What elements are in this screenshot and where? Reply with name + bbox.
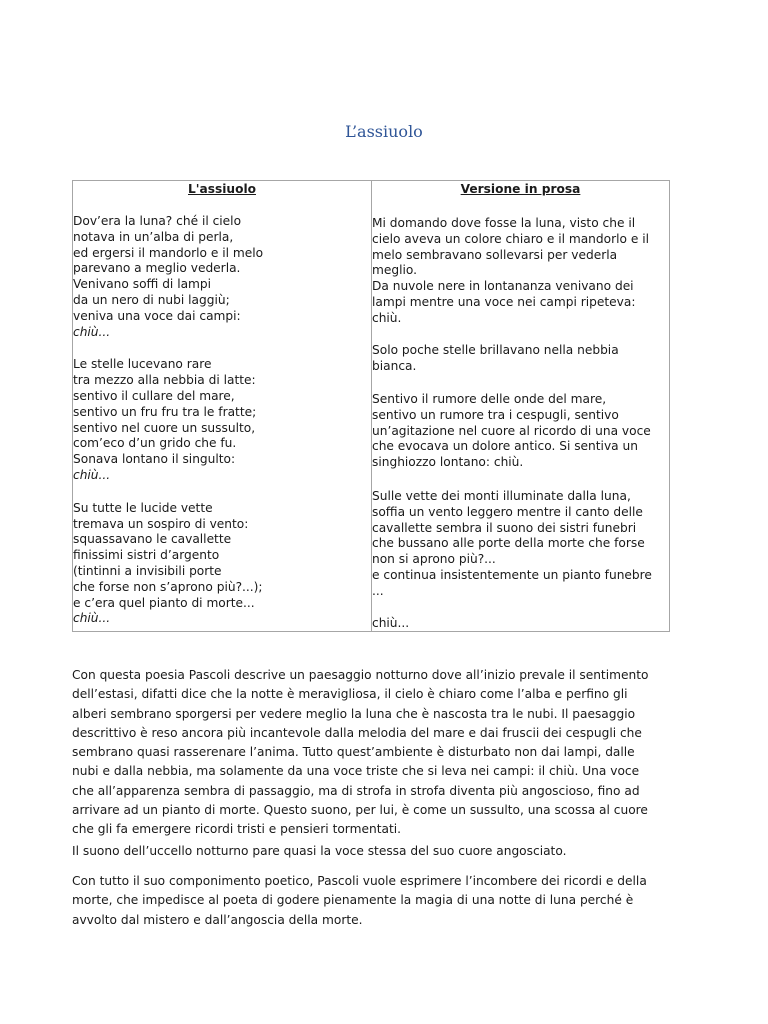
- prose-line: un’agitazione nel cuore al ricordo di una voce: [372, 423, 651, 438]
- prose-line: che evocava un dolore antico. Si sentiva un: [372, 439, 638, 454]
- poem-column: [73, 181, 372, 632]
- poem-line: tra mezzo alla nebbia di latte:: [73, 373, 256, 388]
- prose-line: che bussano alle porte della morte che forse: [372, 536, 645, 551]
- poem-line: ed ergersi il mandorlo e il melo: [73, 245, 264, 260]
- paragraph-line: avvolto dal mistero e dall’angoscia della morte.: [72, 912, 363, 927]
- poem-line: veniva una voce dai campi:: [73, 308, 241, 323]
- poem-line: squassavano le cavallette: [73, 532, 232, 547]
- prose-line: cielo aveva un colore chiaro e il mandorlo e il: [372, 231, 649, 246]
- paragraph-line: morte, che impedisce al poeta di godere pienamente la magia di una notte di luna perché è: [72, 893, 634, 908]
- paragraph-line: che gli fa emergere ricordi tristi e pensieri tormentati.: [72, 822, 401, 837]
- poem-line: sentivo il cullare del mare,: [73, 388, 235, 403]
- poem-comparison-table: [72, 180, 670, 632]
- body-paragraph: [72, 872, 696, 930]
- prose-line: Da nuvole nere in lontananza venivano dei: [372, 279, 634, 294]
- prose-paragraph: [372, 616, 409, 632]
- poem-line: tremava un sospiro di vento:: [73, 516, 249, 531]
- poem-line: Venivano soffi di lampi: [73, 277, 212, 292]
- poem-line: da un nero di nubi laggiù;: [73, 292, 230, 307]
- poem-column-header: L'assiuolo: [187, 182, 256, 196]
- poem-line: Su tutte le lucide vette: [73, 500, 213, 515]
- document-title: L’assiuolo: [345, 122, 423, 141]
- body-paragraph: [72, 666, 696, 840]
- prose-line: meglio.: [372, 263, 417, 278]
- poem-line: chiù...: [73, 611, 111, 626]
- prose-line: chiù...: [372, 616, 410, 630]
- prose-line: e continua insistentemente un pianto funebre: [372, 567, 652, 582]
- paragraph-line: arrivare ad un pianto di morte. Questo suono, per lui, è come un sussulto, una scossa al cuore: [72, 803, 648, 818]
- paragraph-line: alberi sembrano sporgersi per vedere meglio la luna che è nascosta tra le nubi. Il paesaggio: [72, 706, 636, 721]
- paragraph-line: Con questa poesia Pascoli descrive un paesaggio notturno dove all’inizio prevale il sentimento: [72, 668, 649, 682]
- poem-line: chiù...: [73, 324, 111, 339]
- prose-line: non si aprono più?...: [372, 552, 496, 567]
- prose-column-header: Versione in prosa: [460, 182, 581, 196]
- poem-line: e c’era quel pianto di morte...: [73, 595, 255, 610]
- poem-line: sentivo nel cuore un sussulto,: [73, 420, 256, 435]
- poem-line: che forse non s’aprono più?...);: [73, 579, 263, 594]
- prose-line: Sulle vette dei monti illuminate dalla luna,: [372, 489, 631, 503]
- prose-line: sentivo un rumore tra i cespugli, sentivo: [372, 407, 619, 422]
- prose-line: chiù.: [372, 310, 402, 325]
- prose-line: soffia un vento leggero mentre il canto delle: [372, 504, 643, 519]
- poem-stanza: [73, 357, 371, 483]
- prose-paragraph: [372, 343, 619, 375]
- prose-line: Mi domando dove fosse la luna, visto che il: [372, 216, 636, 230]
- poem-line: finissimi sistri d’argento: [73, 548, 220, 563]
- prose-line: Solo poche stelle brillavano nella nebbia: [372, 343, 619, 357]
- poem-line: chiù...: [73, 467, 111, 482]
- poem-stanza: [73, 501, 371, 627]
- paragraph-line: Il suono dell’uccello notturno pare quasi la voce stessa del suo cuore angosciato.: [72, 844, 567, 858]
- prose-line: melo sembravano sollevarsi per vederla: [372, 247, 618, 262]
- paragraph-line: dell’estasi, difatti dice che la notte è meravigliosa, il cielo è chiaro come l’alba e perfino gli: [72, 687, 628, 702]
- prose-line: Sentivo il rumore delle onde del mare,: [372, 392, 607, 406]
- prose-paragraph: [372, 392, 651, 471]
- poem-line: sentivo un fru fru tra le fratte;: [73, 404, 257, 419]
- body-paragraph: [72, 842, 696, 861]
- poem-line: Sonava lontano il singulto:: [73, 452, 236, 467]
- paragraph-line: sembrano quasi rasserenare l’anima. Tutto quest’ambiente è disturbato non dai lampi, dalle: [72, 745, 635, 760]
- poem-line: notava in un’alba di perla,: [73, 229, 234, 244]
- paragraph-line: nubi e dalla nebbia, ma solamente da una voce triste che si leva nei campi: il chiù. Una voce: [72, 764, 640, 779]
- poem-text: [73, 214, 371, 627]
- paragraph-line: che all’apparenza sembra di passaggio, ma di strofa in strofa diventa più angoscioso, fino ad: [72, 783, 640, 798]
- poem-line: (tintinni a invisibili porte: [73, 563, 222, 578]
- prose-line: cavallette sembra il suono dei sistri funebri: [372, 520, 637, 535]
- prose-line: lampi mentre una voce nei campi ripeteva:: [372, 294, 636, 309]
- paragraph-line: Con tutto il suo componimento poetico, Pascoli vuole esprimere l’incombere dei ricordi e della: [72, 874, 647, 888]
- poem-line: com’eco d’un grido che fu.: [73, 436, 237, 451]
- poem-line: Dov’era la luna? ché il cielo: [73, 214, 242, 228]
- paragraph-line: descrittivo è reso ancora più incantevole dalla melodia del mare e dai fruscii dei cespugli che: [72, 725, 642, 740]
- prose-line: singhiozzo lontano: chiù.: [372, 455, 524, 470]
- poem-line: parevano a meglio vederla.: [73, 261, 241, 276]
- prose-line: bianca.: [372, 358, 417, 373]
- poem-stanza: [73, 214, 371, 340]
- prose-column: [372, 181, 670, 632]
- prose-line: ...: [372, 583, 384, 598]
- prose-paragraph: [372, 489, 652, 600]
- prose-paragraph: [372, 216, 649, 327]
- poem-line: Le stelle lucevano rare: [73, 357, 212, 372]
